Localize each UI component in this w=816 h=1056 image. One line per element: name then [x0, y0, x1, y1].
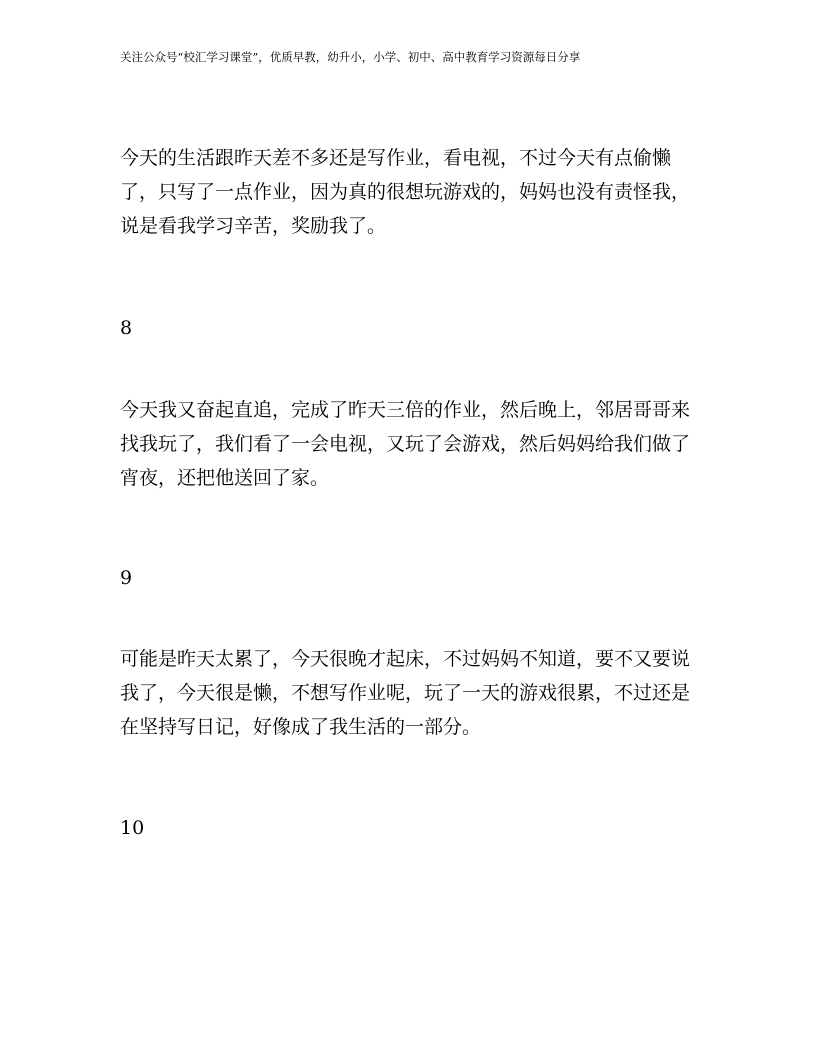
entry-number: 10	[120, 817, 145, 839]
diary-entry-paragraph: 今天的生活跟昨天差不多还是写作业，看电视，不过今天有点偷懒了，只写了一点作业，因为真的很想玩游戏的，妈妈也没有责怪我，说是看我学习辛苦，奖励我了。	[120, 147, 691, 237]
entry-number: 9	[120, 567, 133, 589]
diary-entry-paragraph: 今天我又奋起直追，完成了昨天三倍的作业，然后晚上，邻居哥哥来找我玩了，我们看了一会电视，又玩了会游戏，然后妈妈给我们做了宵夜，还把他送回了家。	[120, 399, 691, 489]
diary-entry-paragraph: 可能是昨天太累了，今天很晚才起床，不过妈妈不知道，要不又要说我了，今天很是懒，不想写作业呢，玩了一天的游戏很累，不过还是在坚持写日记，好像成了我生活的一部分。	[120, 648, 691, 738]
entry-number: 8	[120, 317, 133, 339]
header-note: 关注公众号“校汇学习课堂”，优质早教，幼升小，小学、初中、高中教育学习资源每日分享	[120, 50, 581, 64]
